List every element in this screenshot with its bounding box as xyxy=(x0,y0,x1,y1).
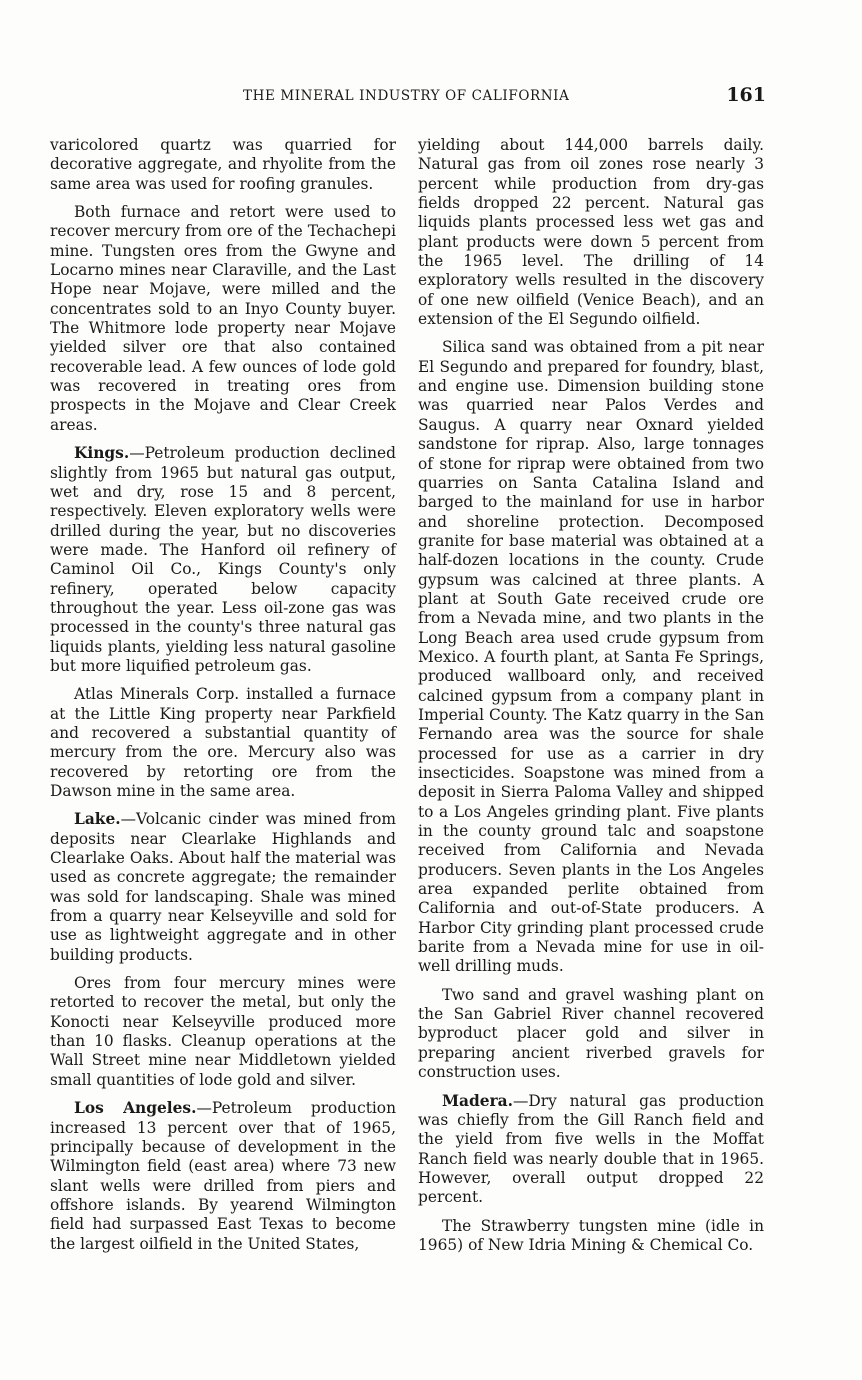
paragraph-text: varicolored quartz was quarried for decorative aggregate, and rhyolite from the same area was used for roofing granules. xyxy=(50,136,396,193)
paragraph xyxy=(418,986,764,1083)
paragraph-text: The Strawberry tungsten mine (idle in 1965) of New Idria Mining & Chemical Co. xyxy=(418,1216,764,1254)
section-heading: Los Angeles. xyxy=(74,1099,197,1118)
paragraph xyxy=(418,1092,764,1208)
paragraph-text: —Dry natural gas production was chiefly from the Gill Ranch field and the yield from five wells in the Moffat Ranch field was nearly double that in 1965. However, overall output dropped 22 percent. xyxy=(418,1091,764,1207)
paragraph xyxy=(50,444,396,676)
paragraph xyxy=(50,974,396,1090)
right-column xyxy=(418,136,764,1264)
paragraph-text: Atlas Minerals Corp. installed a furnace at the Little King property near Parkfield and recovered a substantial quantity of mercury from the ore. Mercury also was recovered by retorting ore from the Dawson mine in the same area. xyxy=(50,685,396,800)
paragraph-text: —Volcanic cinder was mined from deposits near Clearlake Highlands and Clearlake Oaks. About half the material was used as concrete aggregate; the remainder was sold for landscaping. Shale was mined from a quarry near Kelseyville and sold for use as lightweight aggregate and in other building products. xyxy=(50,810,396,964)
paragraph-text: —Petroleum production increased 13 percent over that of 1965, principally because of development in the Wilmington field (east area) where 73 new slant wells were drilled from piers and offshore islands. By yearend Wilmington field had surpassed East Texas to become the largest oilfield in the United States, xyxy=(50,1099,396,1253)
paragraph xyxy=(50,203,396,435)
paragraph xyxy=(50,136,396,194)
paragraph-text: Two sand and gravel washing plant on the San Gabriel River channel recovered byproduct placer gold and silver in preparing ancient riverbed gravels for construction uses. xyxy=(418,985,764,1082)
running-title: THE MINERAL INDUSTRY OF CALIFORNIA xyxy=(243,88,570,104)
section-heading: Madera. xyxy=(442,1091,514,1110)
paragraph xyxy=(50,1099,396,1254)
paragraph-text: —Petroleum production declined slightly from 1965 but natural gas output, wet and dry, rose 15 and 8 percent, respectively. Eleven exploratory wells were drilled during the year, but no discoveries were made. The Hanford oil refinery of Caminol Oil Co., Kings County's only refinery, operated below capacity throughout the year. Less oil-zone gas was processed in the county's three natural gas liquids plants, yielding less natural gasoline but more liquified petroleum gas. xyxy=(50,444,396,675)
page-number: 161 xyxy=(726,84,766,106)
paragraph xyxy=(50,685,396,801)
paragraph xyxy=(50,810,396,965)
left-column xyxy=(50,136,396,1263)
paragraph-text: Silica sand was obtained from a pit near El Segundo and prepared for foundry, blast, and engine use. Dimension building stone was quarried near Palos Verdes and Saugus. A quarry near Oxnard yielded sandstone for riprap. Also, large tonnages of stone for riprap were obtained from two quarries on Santa Catalina Island and barged to the mainland for use in harbor and shoreline protection. Decomposed granite for base material was obtained at a half-dozen locations in the county. Crude gypsum was calcined at three plants. A plant at South Gate received crude ore from a Nevada mine, and two plants in the Long Beach area used crude gypsum from Mexico. A fourth plant, at Santa Fe Springs, produced wallboard only, and received calcined gypsum from a company plant in Imperial County. The Katz quarry in the San Fernando area was the source for shale processed for use as a carrier in dry insecticides. Soapstone was mined from a deposit in Sierra Paloma Valley and shipped to a Los Angeles grinding plant. Five plants in the county ground talc and soapstone received from California and Nevada producers. Seven plants in the Los Angeles area expanded perlite obtained from California and out-of-State producers. A Harbor City grinding plant processed crude barite from a Nevada mine for use in oil-well drilling muds. xyxy=(418,338,764,976)
paragraph xyxy=(418,338,764,976)
section-heading: Kings. xyxy=(74,444,130,463)
section-heading: Lake. xyxy=(74,810,121,829)
paragraph xyxy=(418,1217,764,1256)
paragraph-text: yielding about 144,000 barrels daily. Natural gas from oil zones rose nearly 3 percent while production from dry-gas fields dropped 22 percent. Natural gas liquids plants processed less wet gas and plant products were down 5 percent from the 1965 level. The drilling of 14 exploratory wells resulted in the discovery of one new oilfield (Venice Beach), and an extension of the El Segundo oilfield. xyxy=(418,136,764,329)
page-header xyxy=(50,86,766,110)
paragraph-text: Ores from four mercury mines were retorted to recover the metal, but only the Konocti near Kelseyville produced more than 10 flasks. Cleanup operations at the Wall Street mine near Middletown yielded small quantities of lode gold and silver. xyxy=(50,974,396,1089)
paragraph xyxy=(418,136,764,329)
paragraph-text: Both furnace and retort were used to recover mercury from ore of the Techachepi mine. Tungsten ores from the Gwyne and Locarno mines near Claraville, and the Last Hope near Mojave, were milled and the concentrates sold to an Inyo County buyer. The Whitmore lode property near Mojave yielded silver ore that also contained recoverable lead. A few ounces of lode gold was recovered in treating ores from prospects in the Mojave and Clear Creek areas. xyxy=(50,203,396,434)
